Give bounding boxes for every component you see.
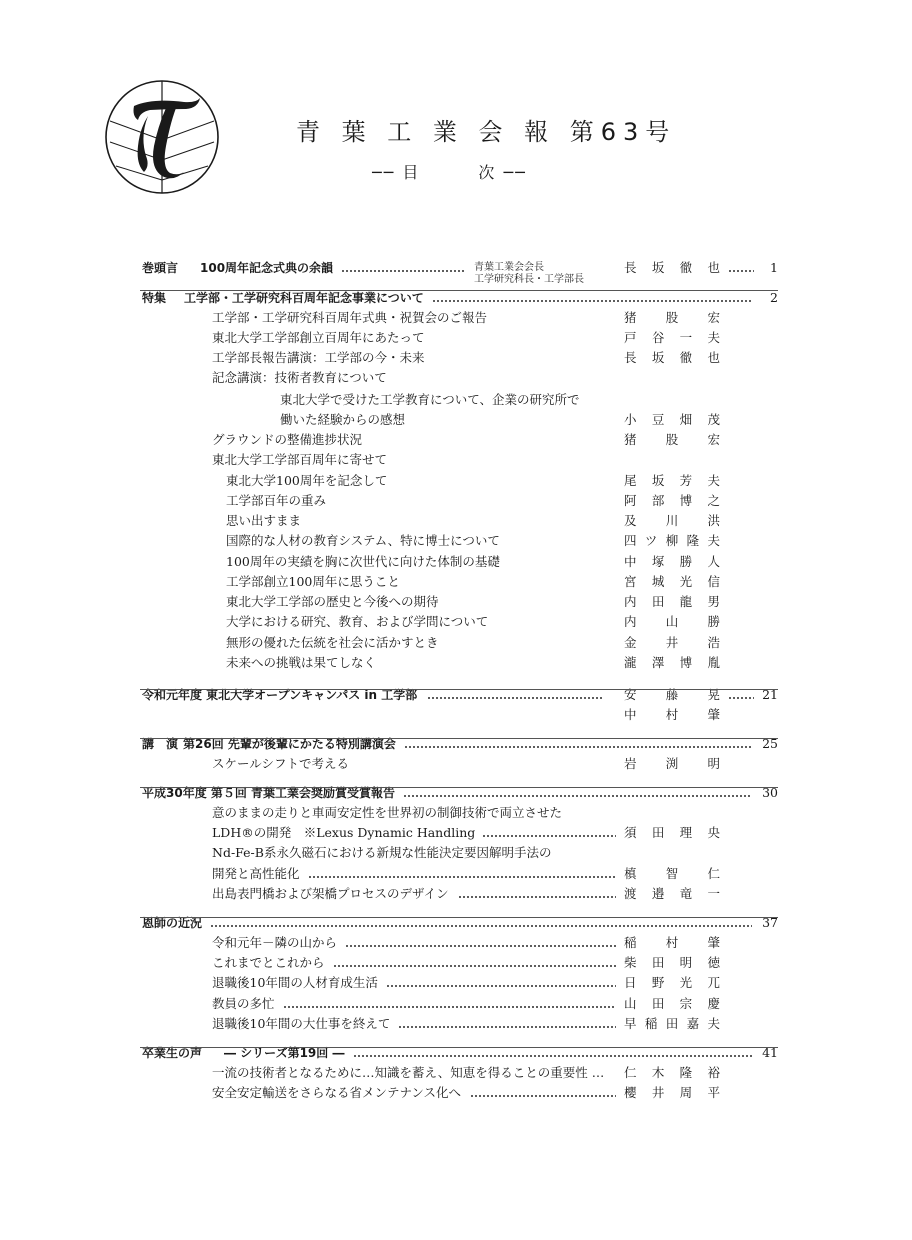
author-char: 井 <box>651 1085 665 1100</box>
toc-entry <box>0 288 912 308</box>
author-char: 村 <box>665 935 679 950</box>
page-number: 25 <box>762 736 778 751</box>
author-name <box>624 410 720 430</box>
author-char: 早 <box>624 1016 637 1031</box>
author-char: 周 <box>679 1085 693 1100</box>
author-char: 夫 <box>707 330 720 345</box>
author-char: 谷 <box>651 330 665 345</box>
author-char: 坂 <box>651 260 665 275</box>
toc-entry <box>0 864 912 884</box>
entry-title: 退職後10年間の大仕事を終えて <box>212 1016 391 1031</box>
author-char: 田 <box>651 955 665 970</box>
author-char: 稲 <box>624 935 637 950</box>
section-divider <box>140 1047 778 1048</box>
author-char: 勝 <box>707 614 720 629</box>
author-char: 長 <box>624 350 637 365</box>
dot-leader <box>404 734 752 754</box>
toc-entry <box>0 973 912 993</box>
author-char: 竜 <box>679 886 693 901</box>
author-name <box>624 633 720 653</box>
section-label: 卒業生の声 <box>142 1046 203 1060</box>
author-char: 柳 <box>665 533 679 548</box>
toc-entry <box>0 953 912 973</box>
author-name <box>624 258 720 278</box>
page-number: 37 <box>762 915 778 930</box>
dot-leader <box>458 884 616 904</box>
toc-entry <box>0 1043 912 1063</box>
author-name <box>624 823 720 843</box>
dot-leader <box>210 913 752 933</box>
author-char: 明 <box>679 955 693 970</box>
entry-title: 教員の多忙 <box>212 996 275 1011</box>
author-char: 藤 <box>665 687 679 702</box>
author-char: 隆 <box>679 1065 693 1080</box>
author-char: 槙 <box>624 866 637 881</box>
dot-leader <box>353 1043 752 1063</box>
author-char: 男 <box>707 594 720 609</box>
author-char: 股 <box>665 432 679 447</box>
author-char: 夫 <box>707 533 720 548</box>
dot-leader <box>333 953 616 973</box>
author-name <box>624 612 720 632</box>
author-char: 夫 <box>707 1016 720 1031</box>
author-char: 川 <box>665 513 679 528</box>
author-char: 山 <box>665 614 679 629</box>
author-char: 宏 <box>707 432 720 447</box>
toc-entry <box>0 328 912 348</box>
entry-title: これまでとこれから <box>212 955 325 970</box>
author-char: 澤 <box>651 655 665 670</box>
author-char: 田 <box>651 996 665 1011</box>
entry-title: 東北大学工学部創立百周年にあたって <box>212 330 425 345</box>
entry-title: 出島表門橋および架橋プロセスのデザイン <box>212 886 449 901</box>
dot-leader <box>470 1083 616 1103</box>
author-char: 小 <box>624 412 637 427</box>
author-char: 渕 <box>665 756 679 771</box>
dot-leader <box>482 823 616 843</box>
author-char: 四 <box>624 533 637 548</box>
entry-title: 未来への挑戦は果てしなく <box>226 655 377 670</box>
entry-title: 大学における研究、教育、および学問について <box>226 614 489 629</box>
toc-entry <box>0 1083 912 1103</box>
toc-entry <box>0 348 912 368</box>
toc-entry <box>0 653 912 673</box>
author-char: 晃 <box>707 687 720 702</box>
author-char: 仁 <box>707 866 720 881</box>
toc-entry <box>0 803 912 823</box>
toc-entry <box>0 531 912 551</box>
author-char: 夫 <box>707 473 720 488</box>
toc-entry <box>0 705 912 725</box>
author-char: 宏 <box>707 310 720 325</box>
author-char: 之 <box>707 493 720 508</box>
entry-title: 工学部創立100周年に思うこと <box>226 574 400 589</box>
author-char: 城 <box>651 574 665 589</box>
author-char: 中 <box>624 554 637 569</box>
section-divider <box>140 787 778 788</box>
author-char: 洪 <box>707 513 720 528</box>
entry-title: 無形の優れた伝統を社会に活かすとき <box>226 635 439 650</box>
page-number: 21 <box>762 687 778 702</box>
dot-leader <box>341 258 466 278</box>
author-char: 勝 <box>679 554 693 569</box>
entry-title: 国際的な人材の教育システム、特に博士について <box>226 533 500 548</box>
author-char: 豆 <box>651 412 665 427</box>
dot-leader <box>427 685 602 705</box>
toc-entry <box>0 511 912 531</box>
section-divider <box>140 290 778 291</box>
toc-entry <box>0 884 912 904</box>
toc-entry <box>0 913 912 933</box>
author-name <box>624 471 720 491</box>
author-char: 畑 <box>679 412 693 427</box>
entry-title: ― シリーズ第19回 ― <box>224 1046 345 1060</box>
author-name <box>624 864 720 884</box>
author-char: ツ <box>644 533 658 548</box>
author-char: 安 <box>624 687 637 702</box>
author-char: 平 <box>707 1085 720 1100</box>
author-char: 塚 <box>651 554 665 569</box>
author-char: 徳 <box>707 955 720 970</box>
author-char: 肇 <box>707 935 720 950</box>
page-number: 41 <box>762 1045 778 1060</box>
toc-entry <box>0 685 912 705</box>
author-char: 瀧 <box>624 655 637 670</box>
toc-entry <box>0 390 912 410</box>
toc-entry <box>0 592 912 612</box>
entry-title: 東北大学工学部の歴史と今後への期待 <box>226 594 439 609</box>
toc-entry <box>0 552 912 572</box>
affiliation-line-1: 青葉工業会会長 <box>474 262 544 273</box>
entry-title: 東北大学工学部百周年に寄せて <box>212 452 388 467</box>
author-char: 一 <box>707 886 720 901</box>
author-char: 博 <box>679 655 693 670</box>
author-name <box>624 933 720 953</box>
entry-title: 思い出すまま <box>226 513 302 528</box>
author-char: 渡 <box>624 886 637 901</box>
author-char: 宗 <box>679 996 693 1011</box>
entry-title: 第26回 先輩が後輩にかたる特別講演会 <box>183 737 396 751</box>
author-char: 柴 <box>624 955 637 970</box>
author-char: 仁 <box>624 1065 637 1080</box>
entry-title: 令和元年－隣の山から <box>212 935 338 950</box>
author-char: 裕 <box>707 1065 720 1080</box>
author-char: 央 <box>707 825 720 840</box>
dot-leader <box>386 973 616 993</box>
author-char: 猪 <box>624 432 637 447</box>
author-char: 尾 <box>624 473 637 488</box>
author-name <box>624 1083 720 1103</box>
author-char: 宮 <box>624 574 637 589</box>
author-char: 股 <box>665 310 679 325</box>
author-char: 部 <box>651 493 665 508</box>
author-char: 一 <box>679 330 693 345</box>
page-number: 2 <box>770 290 778 305</box>
author-char: 坂 <box>651 350 665 365</box>
entry-title: 東北大学で受けた工学教育について、企業の研究所で <box>280 392 580 407</box>
author-char: 徹 <box>679 350 693 365</box>
toc-entry <box>0 430 912 450</box>
section-divider <box>140 738 778 739</box>
author-char: 光 <box>679 574 693 589</box>
toc-entry <box>0 572 912 592</box>
author-char: 隆 <box>686 533 700 548</box>
author-name <box>624 754 720 774</box>
toc-entry <box>0 754 912 774</box>
entry-title: 工学部百年の重み <box>226 493 327 508</box>
author-name <box>624 1063 720 1083</box>
section-label: 講 演 <box>142 737 179 751</box>
author-char: 金 <box>624 635 637 650</box>
toc-entry <box>0 783 912 803</box>
author-char: 芳 <box>679 473 693 488</box>
author-char: 茂 <box>707 412 720 427</box>
author-name <box>624 884 720 904</box>
author-char: 博 <box>679 493 693 508</box>
author-char: 嘉 <box>686 1016 700 1031</box>
author-name <box>624 531 720 551</box>
author-name <box>624 511 720 531</box>
dot-leader <box>308 864 616 884</box>
author-char: 浩 <box>707 635 720 650</box>
dot-leader <box>728 685 754 705</box>
toc-entry <box>0 471 912 491</box>
author-name <box>624 685 720 705</box>
author-char: 長 <box>624 260 637 275</box>
author-char: 信 <box>707 574 720 589</box>
author-name <box>624 705 720 725</box>
entry-title: 一流の技術者となるために…知識を蓄え、知恵を得ることの重要性 … <box>212 1065 605 1080</box>
author-char: 中 <box>624 707 637 722</box>
toc-entry <box>0 368 912 388</box>
author-char: 坂 <box>651 473 665 488</box>
entry-title: 工学部・工学研究科百周年式典・祝賀会のご報告 <box>212 310 488 325</box>
toc-entry <box>0 1063 912 1083</box>
author-char: 徹 <box>679 260 693 275</box>
dot-leader <box>283 994 616 1014</box>
author-char: 内 <box>624 594 637 609</box>
author-char: 村 <box>665 707 679 722</box>
author-char: 人 <box>707 554 720 569</box>
section-label: 特集 <box>142 291 167 305</box>
section-label: 平成30年度 第５回 青葉工業会奨励賞受賞報告 <box>142 786 396 800</box>
author-char: 木 <box>651 1065 665 1080</box>
entry-title: 意のままの走りと車両安定性を世界初の制御技術で両立させた <box>212 805 563 820</box>
toc-entry <box>0 410 912 430</box>
section-divider <box>140 689 778 690</box>
author-char: 田 <box>665 1016 679 1031</box>
author-name <box>624 572 720 592</box>
toc-entry <box>0 843 912 863</box>
toc-entry <box>0 823 912 843</box>
entry-title: LDH®の開発 ※Lexus Dynamic Handling <box>212 825 476 840</box>
author-char: 及 <box>624 513 637 528</box>
author-char: 日 <box>624 975 637 990</box>
author-char: 智 <box>665 866 679 881</box>
dot-leader <box>398 1014 616 1034</box>
toc-entry <box>0 308 912 328</box>
entry-title: 記念講演：技術者教育について <box>212 370 387 385</box>
toc-entry <box>0 633 912 653</box>
author-char: 兀 <box>707 975 720 990</box>
entry-title: 退職後10年間の人材育成生活 <box>212 975 378 990</box>
section-label: 恩師の近況 <box>142 916 203 930</box>
section-label: 巻頭言 <box>142 261 179 275</box>
author-char: 理 <box>679 825 693 840</box>
author-name <box>624 328 720 348</box>
entry-title: 働いた経験からの感想 <box>280 412 406 427</box>
author-name <box>624 994 720 1014</box>
toc-entry <box>0 450 912 470</box>
author-name <box>624 653 720 673</box>
author-name <box>624 1014 720 1034</box>
author-name <box>624 552 720 572</box>
contents-heading-left: ── 目 <box>372 163 421 182</box>
entry-title: 工学部・工学研究科百周年記念事業について <box>184 291 424 305</box>
entry-title: Nd-Fe-B系永久磁石における新規な性能決定要因解明手法の <box>212 845 552 860</box>
entry-title: 安全安定輸送をさらなる省メンテナンス化へ <box>212 1085 462 1100</box>
dot-leader <box>728 258 754 278</box>
author-char: 龍 <box>679 594 693 609</box>
author-char: 邉 <box>651 886 665 901</box>
author-char: 山 <box>624 996 637 1011</box>
entry-title: 100周年の実績を胸に次世代に向けた体制の基礎 <box>226 554 500 569</box>
author-char: 明 <box>707 756 720 771</box>
dot-leader <box>432 288 752 308</box>
author-name <box>624 973 720 993</box>
author-char: 須 <box>624 825 637 840</box>
author-char: 慶 <box>707 996 720 1011</box>
author-char: 櫻 <box>624 1085 637 1100</box>
author-char: 田 <box>651 825 665 840</box>
page-number: 1 <box>770 260 778 275</box>
journal-title: 青 葉 工 業 会 報 第63号 <box>296 118 677 146</box>
toc-entry <box>0 258 912 278</box>
section-divider <box>140 917 778 918</box>
affiliation-line-2: 工学研究科長・工学部長 <box>474 274 584 285</box>
author-char: 肇 <box>707 707 720 722</box>
author-name <box>624 430 720 450</box>
entry-title: 東北大学100周年を記念して <box>226 473 388 488</box>
entry-title: グラウンドの整備進捗状況 <box>212 432 363 447</box>
author-char: 阿 <box>624 493 637 508</box>
dot-leader <box>403 783 752 803</box>
toc-entry <box>0 734 912 754</box>
toc-entry <box>0 994 912 1014</box>
entry-title: 開発と高性能化 <box>212 866 300 881</box>
author-name <box>624 491 720 511</box>
author-name <box>624 348 720 368</box>
entry-title: 工学部長報告講演：工学部の今・未来 <box>212 350 425 365</box>
author-char: 胤 <box>707 655 720 670</box>
toc-entry <box>0 933 912 953</box>
entry-title: 100周年記念式典の余韻 <box>200 261 334 275</box>
dot-leader <box>345 933 616 953</box>
author-char: 岩 <box>624 756 637 771</box>
toc-entry <box>0 491 912 511</box>
entry-title: スケールシフトで考える <box>212 756 349 771</box>
section-label: 令和元年度 東北大学オープンキャンパス in 工学部 <box>142 688 418 702</box>
author-char: 井 <box>665 635 679 650</box>
author-char: 也 <box>707 350 720 365</box>
toc-entry <box>0 612 912 632</box>
author-char: 稲 <box>644 1016 658 1031</box>
author-char: 也 <box>707 260 720 275</box>
author-char: 野 <box>651 975 665 990</box>
author-name <box>624 953 720 973</box>
contents-heading-right: 次 ── <box>478 163 527 182</box>
author-char: 戸 <box>624 330 637 345</box>
author-char: 内 <box>624 614 637 629</box>
author-char: 猪 <box>624 310 637 325</box>
author-char: 光 <box>679 975 693 990</box>
page-number: 30 <box>762 785 778 800</box>
author-name <box>624 308 720 328</box>
author-char: 田 <box>651 594 665 609</box>
toc-entry <box>0 1014 912 1034</box>
author-name <box>624 592 720 612</box>
